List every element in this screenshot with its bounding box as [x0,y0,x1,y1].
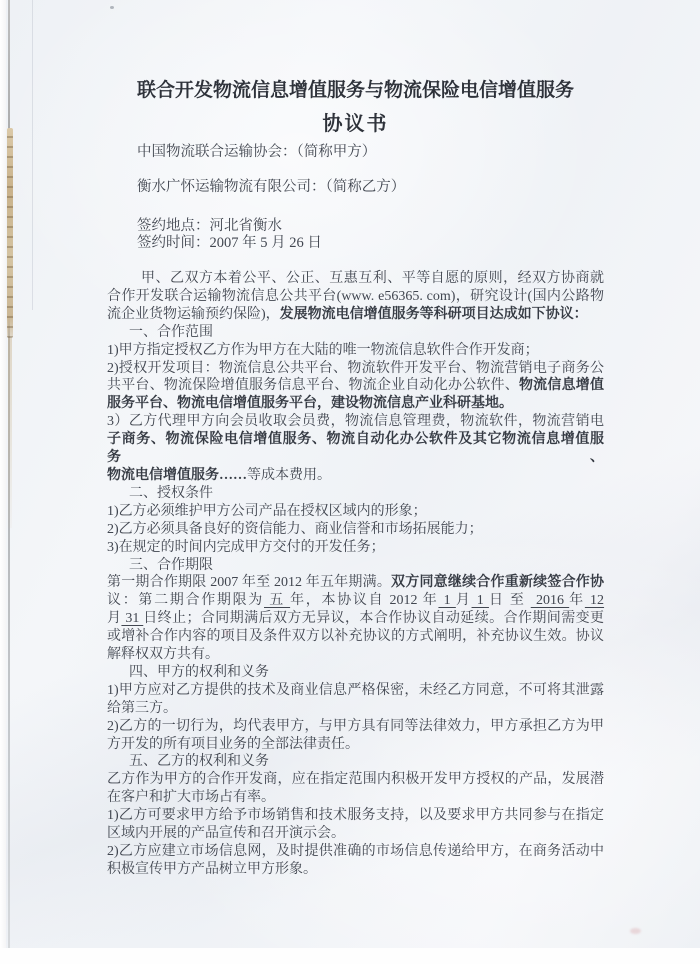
sign-place-line: 签约地点：河北省衡水 [137,218,282,234]
doc-line [107,736,604,754]
text-run: 合作开发联合运输物流信息公共平台(www. e56365. com)，研究设计(国内公路物 [107,288,604,304]
doc-line [107,539,604,557]
text-run: 2)乙方必须具备良好的资信能力、商业信誉和市场拓展能力； [107,521,483,537]
text-run: 议：第二期合作期限为 [107,593,264,609]
doc-line [107,288,604,306]
text-run: 物流信息增值 [518,378,604,394]
scanner-margin-bottom [0,948,700,964]
text-run: 2)乙方应建立市场信息网，及时提供准确的市场信息传递给甲方，在商务活动中 [107,844,604,859]
text-run: 第一期合作期限 2007 年至 2012 年五年期满。 [107,575,392,591]
doc-line [107,700,604,718]
doc-line [107,861,604,879]
sign-date-line: 签约时间：2007 年 5 月 26 日 [137,235,322,251]
doc-line [107,664,604,682]
fill-in-blank: 1 [471,593,489,609]
doc-line [107,592,604,610]
text-run: 年 [569,593,585,609]
text-run: 二、授权条件 [129,485,213,501]
fill-in-blank: 1 [438,593,456,609]
binding-edge-artifact [7,128,13,338]
doc-line [107,431,604,467]
text-run: 或增补合作内容的项目及条件双方以补充协议的方式阐明，补充协议生效。协议 [107,629,604,645]
text-run: 流企业货物运输预约保险)， [107,306,280,322]
fill-in-blank: 五 [264,593,291,609]
party-b-line: 衡水广怀运输物流有限公司：（简称乙方） [137,179,406,195]
doc-line [107,610,604,628]
text-run: 等成本费用。 [247,467,331,483]
binding-edge-fade [8,338,12,528]
body-lines [107,270,604,879]
text-run: 年，本协议自 2012 年 [290,593,439,609]
doc-line [107,395,604,413]
text-run: 3)在规定的时间内完成甲方交付的开发任务； [107,539,385,555]
text-run: 乙方作为甲方的合作开发商，应在指定范围内积极开发甲方授权的产品，发展潜 [107,772,604,788]
text-run: 区域内开展的产品宣传和召开演示会。 [107,826,345,842]
text-run: 子商务、物流保险电信增值服务、物流自动化办公软件及其它物流信息增值服务、 [107,432,604,466]
text-run: 解释权双方共有。 [107,647,219,663]
text-run: 方开发的所有项目业务的全部法律责任。 [107,736,359,752]
doc-line [107,503,604,521]
text-run: 2)授权开发项目：物流信息公共平台、物流软件开发平台、物流营销电子商务公 [107,360,604,376]
doc-line [107,843,604,861]
doc-line [107,557,604,575]
text-run: 五、乙方的权利和义务 [129,754,269,770]
doc-line [107,682,604,700]
doc-line [107,574,604,592]
text-run: 1)乙方可要求甲方给予市场销售和技术服务支持，以及要求甲方共同参与在指定 [107,808,604,824]
doc-line [107,270,604,288]
text-run: 四、甲方的权利和义务 [129,664,269,680]
doc-line [107,521,604,539]
scan-speck [630,928,641,934]
text-run: 发展物流电信增值服务等科研项目达成如下协议： [279,306,588,322]
text-run: 积极宣传甲方产品树立甲方形象。 [107,861,317,877]
text-run: 月 [107,611,122,627]
dust-speck [110,6,114,9]
text-run: 日终止；合同期满后双方无异议，本合作协议自动延续。合作期间需变更 [143,611,605,627]
text-run: 在客户和扩大市场占有率。 [107,790,275,806]
doc-line [107,807,604,825]
doc-line [107,628,604,646]
text-run: 2)乙方的一切行为，均代表甲方，与甲方具有同等法律效力，甲方承担乙方为甲 [107,718,604,734]
paper [6,0,700,948]
text-run: 3）乙方代理甲方向会员收取会员费，物流信息管理费，物流软件，物流营销电 [107,414,604,430]
fill-in-blank: 2016 [530,593,570,609]
text-run: 双方同意继续合作重新续签合作协 [391,575,605,591]
doc-line [107,306,604,324]
paper-crease [32,0,33,310]
document-body [107,0,604,879]
text-run: 三、合作期限 [129,557,213,573]
doc-line [107,771,604,789]
text-run: 日 至 [488,593,531,609]
fill-in-blank: 12 [584,593,605,609]
doc-line [107,485,604,503]
doc-line [107,467,604,485]
text-run: 月 [455,593,472,609]
text-run: 1)甲方应对乙方提供的技术及商业信息严格保密，未经乙方同意，不可将其泄露 [107,682,604,698]
doc-line [107,342,604,360]
text-run: 共平台、物流保险增值服务信息平台、物流企业自动化办公软件、 [107,378,519,394]
scanner-margin-left [0,0,6,964]
fill-in-blank: 31 [121,611,144,627]
doc-line [107,360,604,378]
doc-line [107,789,604,807]
doc-line [107,324,604,342]
text-run: 1)乙方必须维护甲方公司产品在授权区域内的形象； [107,503,427,519]
doc-line [107,753,604,771]
doc-title: 联合开发物流信息增值服务与物流保险电信增值服务 [136,80,574,101]
text-run: 给第三方。 [107,700,177,716]
doc-line [107,377,604,395]
text-run: 物流电信增值服务…… [107,467,247,483]
text-run: 甲、乙双方本着公平、公正、互惠互利、平等自愿的原则，经双方协商就 [141,271,604,286]
doc-line [107,825,604,843]
party-a-line: 中国物流联合运输协会：（简称甲方） [137,144,377,160]
doc-line [107,646,604,664]
text-run: 1)甲方指定授权乙方作为甲方在大陆的唯一物流信息软件合作开发商； [107,342,539,358]
doc-line [107,718,604,736]
doc-subtitle: 协议书 [322,113,389,135]
text-run: 服务平台、物流电信增值服务平台，建设物流信息产业科研基地。 [107,396,513,412]
text-run: 一、合作范围 [129,324,213,340]
doc-line [107,413,604,431]
